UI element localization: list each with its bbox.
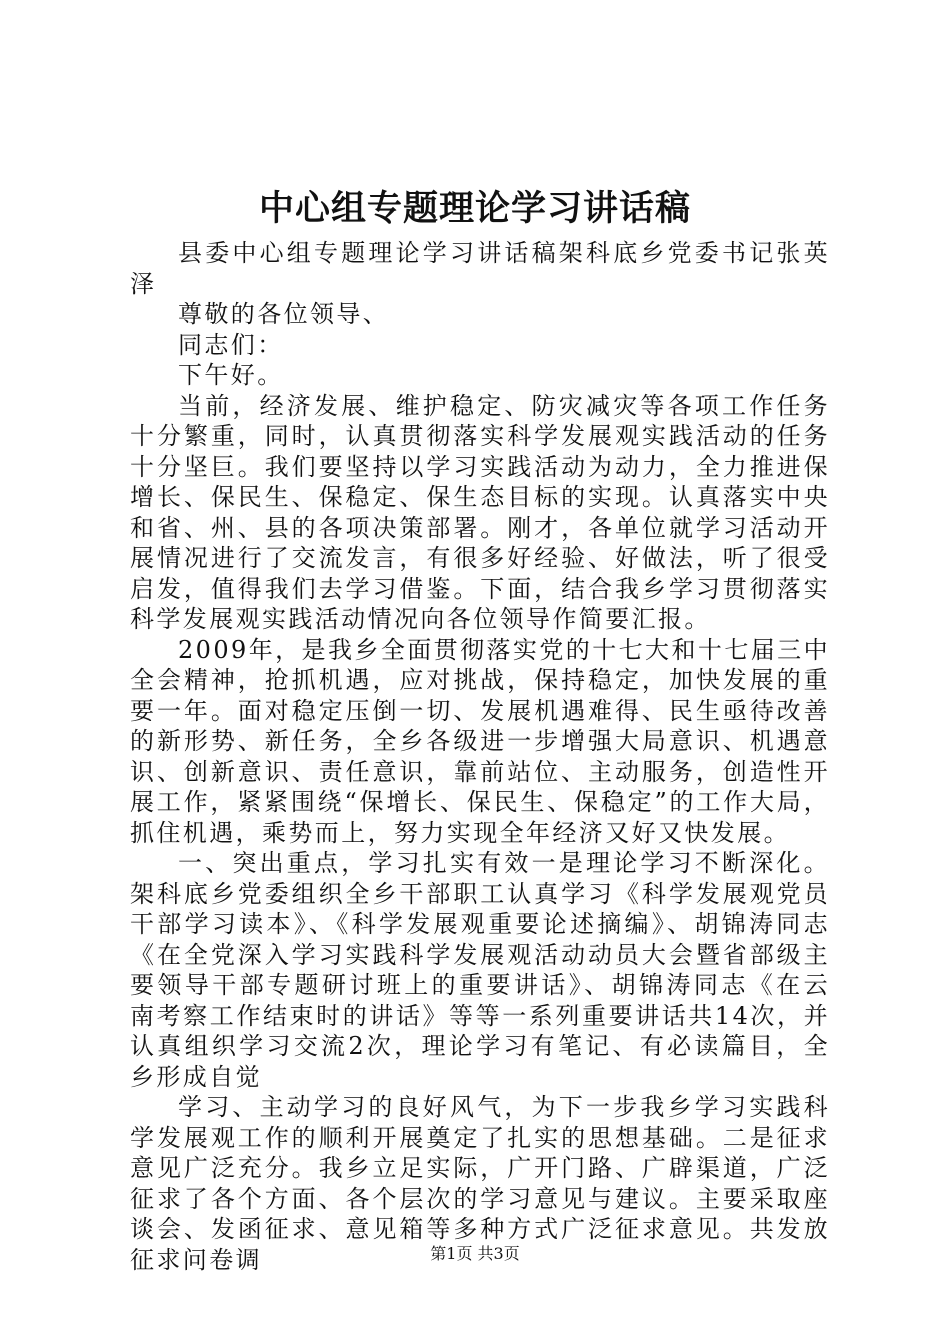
paragraph: 2009年，是我乡全面贯彻落实党的十七大和十七届三中全会精神，抢抓机遇，应对挑战，保持稳定，加快发展的重要一年。面对稳定压倒一切、发展机遇难得、民生亟待改善的新形势、新任务，全乡各级进一步增强大局意识、机遇意识、创新意识、责任意识，靠前站位、主动服务，创造性开展工作，紧紧围绕“保增长、保民生、保稳定”的工作大局，抓住机遇，乘势而上，努力实现全年经济又好又快发展。 [130,635,830,847]
greeting: 下午好。 [178,361,284,389]
document-body [130,238,830,1275]
paragraph: 学习、主动学习的良好风气，为下一步我乡学习实践科学发展观工作的顺利开展奠定了扎实的思想基础。二是征求意见广泛充分。我乡立足实际，广开门路、广辟渠道，广泛征求了各个方面、各个层次的学习意见与建议。主要采取座谈会、发函征求、意见箱等多种方式广泛征求意见。共发放征求问卷调 [130,1093,830,1274]
salutation: 同志们： [178,330,284,359]
document-title: 中心组专题理论学习讲话稿 [258,188,691,229]
page-number-footer: 第1页 共3页 [430,1244,520,1263]
salutation: 尊敬的各位领导、 [178,300,390,328]
heading-line: 县委中心组专题理论学习讲话稿架科底乡党委书记张英泽 [130,239,830,298]
paragraph: 当前，经济发展、维护稳定、防灾减灾等各项工作任务十分繁重，同时，认真贯彻落实科学发展观实践活动的任务十分坚巨。我们要坚持以学习实践活动为动力，全力推进保增长、保民生、保稳定、保生态目标的实现。认真落实中央和省、州、县的各项决策部署。刚才，各单位就学习活动开展情况进行了交流发言，有很多好经验、好做法，听了很受启发，值得我们去学习借鉴。下面，结合我乡学习贯彻落实科学发展观实践活动情况向各位领导作简要汇报。 [130,391,830,633]
paragraph: 一、突出重点，学习扎实有效一是理论学习不断深化。架科底乡党委组织全乡干部职工认真学习《科学发展观党员干部学习读本》、《科学发展观重要论述摘编》、胡锦涛同志《在全党深入学习实践科学发展观活动动员大会暨省部级主要领导干部专题研讨班上的重要讲话》、胡锦涛同志《在云南考察工作结束时的讲话》等等一系列重要讲话共14次，并认真组织学习交流2次，理论学习有笔记、有必读篇目，全乡形成自觉 [130,849,830,1091]
